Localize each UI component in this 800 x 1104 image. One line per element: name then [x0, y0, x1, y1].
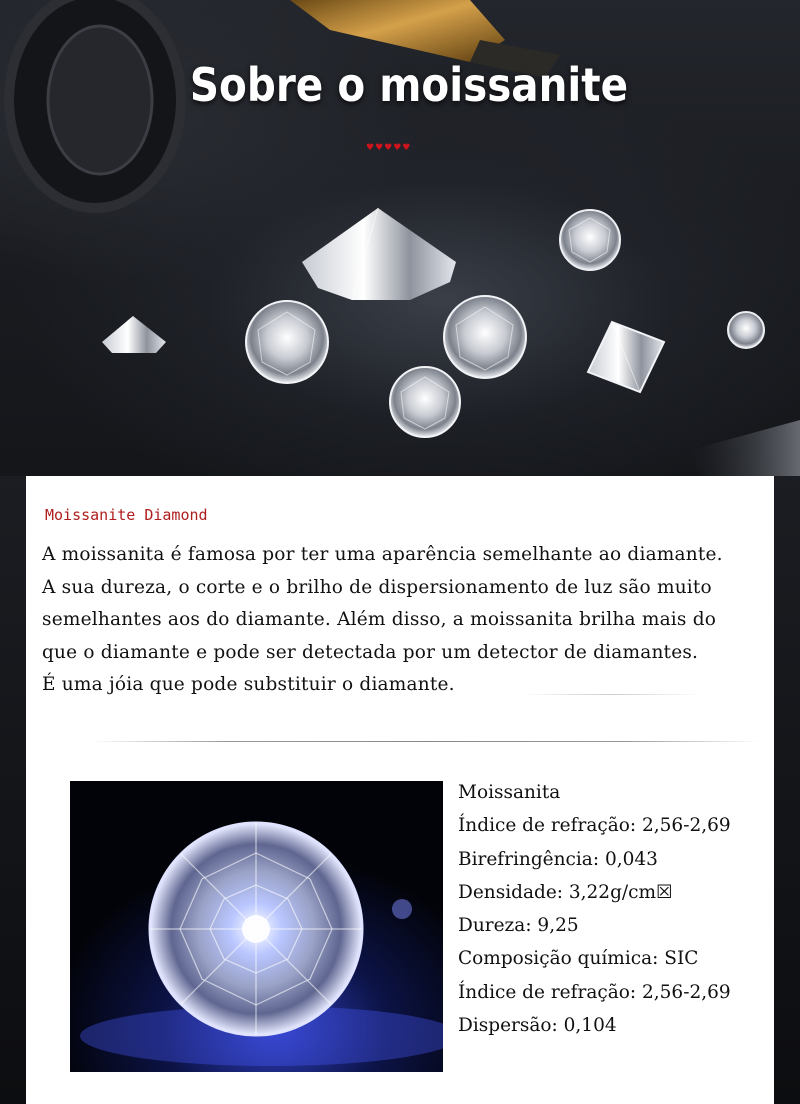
intro-line: que o diamante e pode ser detectada por um detector de diamantes. [42, 641, 699, 663]
spec-item: Composição química: SIC [458, 948, 699, 970]
section-divider [90, 741, 760, 742]
spec-list [458, 776, 768, 1042]
spec-item: Dureza: 9,25 [458, 915, 579, 937]
intro-line: A moissanita é famosa por ter uma aparência semelhante ao diamante. [42, 544, 723, 565]
spec-item: Moissanita [458, 782, 561, 803]
section-subheading: Moissanite Diamond [45, 506, 208, 524]
spec-item: Índice de refração: 2,56-2,69 [458, 981, 731, 1003]
intro-paragraph [42, 539, 772, 702]
spec-item: Birefringência: 0,043 [458, 848, 658, 870]
intro-line: semelhantes aos do diamante. Além disso, a moissanita brilha mais do [42, 609, 717, 630]
page-title: Sobre o moissanite [189, 58, 629, 112]
intro-line: É uma jóia que pode substituir o diamante. [42, 674, 455, 695]
faint-divider [520, 694, 700, 695]
intro-line: A sua dureza, o corte e o brilho de dispersionamento de luz são muito [42, 576, 712, 598]
hero-banner [0, 0, 800, 476]
info-card [26, 476, 774, 1104]
right-margin [774, 476, 800, 1104]
moissanite-gem-photo [70, 781, 443, 1072]
spec-item: Dispersão: 0,104 [458, 1015, 617, 1037]
hearts-decoration: ♥♥♥♥♥ [366, 143, 412, 153]
spec-item: Índice de refração: 2,56-2,69 [458, 815, 731, 837]
left-margin [0, 476, 26, 1104]
spec-item: Densidade: 3,22g/cm☒ [458, 881, 673, 903]
